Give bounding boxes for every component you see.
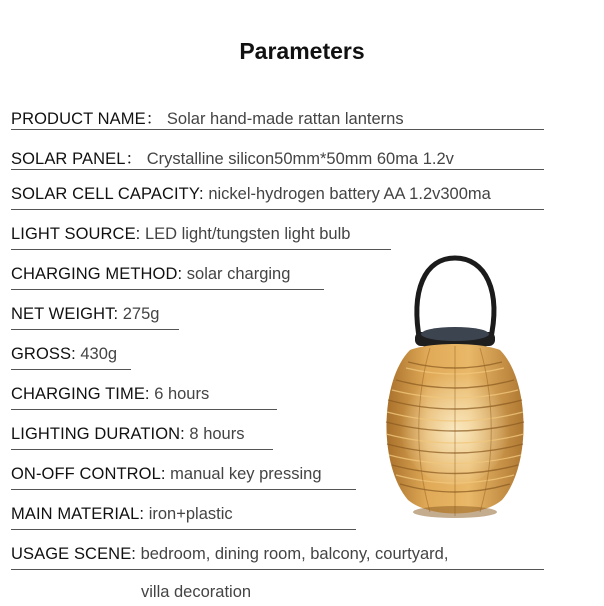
divider <box>11 169 544 170</box>
param-key: LIGHTING DURATION: <box>11 425 185 443</box>
param-key: CHARGING TIME: <box>11 385 150 403</box>
divider <box>11 209 544 210</box>
param-row-on-off-control <box>11 465 322 484</box>
divider <box>11 409 277 410</box>
param-key: CHARGING METHOD: <box>11 265 183 283</box>
param-key: USAGE SCENE: <box>11 545 136 563</box>
divider <box>11 449 273 450</box>
param-row-gross <box>11 345 117 364</box>
param-row-charging-time <box>11 385 209 404</box>
param-value: 8 hours <box>184 425 245 443</box>
param-value: solar charging <box>182 265 291 283</box>
usage-scene-continuation: villa decoration <box>141 583 252 601</box>
param-key: SOLAR PANEL： <box>11 150 143 168</box>
param-row-product-name <box>11 105 404 129</box>
param-key: GROSS: <box>11 345 76 363</box>
param-row-lighting-duration <box>11 425 244 444</box>
param-value: Crystalline silicon50mm*50mm 60ma 1.2v <box>142 150 454 168</box>
param-value: iron+plastic <box>144 505 233 523</box>
param-row-net-weight <box>11 305 159 324</box>
param-value: bedroom, dining room, balcony, courtyard, <box>135 545 449 563</box>
param-value: 6 hours <box>149 385 210 403</box>
param-value: LED light/tungsten light bulb <box>140 225 351 243</box>
divider <box>11 489 356 490</box>
param-row-main-material <box>11 505 233 524</box>
param-value: 430g <box>75 345 118 363</box>
divider <box>11 529 356 530</box>
param-value: manual key pressing <box>165 465 322 483</box>
divider <box>11 369 131 370</box>
param-row-usage-scene <box>11 545 448 564</box>
param-key: ON-OFF CONTROL: <box>11 465 166 483</box>
param-value: nickel-hydrogen battery AA 1.2v300ma <box>203 185 491 203</box>
divider <box>11 329 179 330</box>
divider <box>11 569 544 570</box>
param-row-charging-method <box>11 265 290 284</box>
param-row-light-source <box>11 225 350 244</box>
param-key: NET WEIGHT: <box>11 305 119 323</box>
param-key: LIGHT SOURCE: <box>11 225 141 243</box>
param-value: Solar hand-made rattan lanterns <box>162 110 404 128</box>
rattan-lantern-image <box>370 250 535 530</box>
param-value: 275g <box>118 305 160 323</box>
param-key: MAIN MATERIAL: <box>11 505 145 523</box>
param-key: PRODUCT NAME： <box>11 110 163 128</box>
page-title: Parameters <box>239 38 365 64</box>
divider <box>11 249 391 250</box>
param-row-solar-panel <box>11 145 454 169</box>
divider <box>11 289 324 290</box>
divider <box>11 129 544 130</box>
param-key: SOLAR CELL CAPACITY: <box>11 185 204 203</box>
param-row-solar-cell-capacity <box>11 185 491 204</box>
